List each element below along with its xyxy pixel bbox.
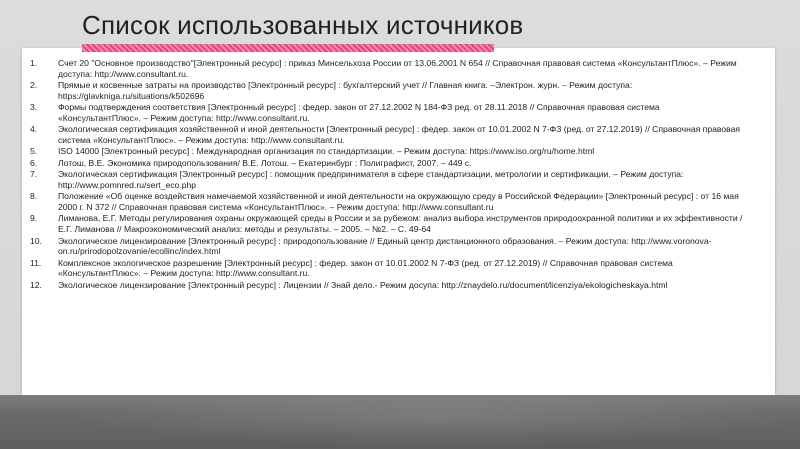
reference-text: Прямые и косвенные затраты на производство [Электронный ресурс] : бухгалтерский учет // Главная книга. –Электрон. журн. – Режим доступа: https://glavkniga.ru/situations/k502696 (58, 80, 633, 101)
reference-text: Лиманова, Е.Г. Методы регулирования охраны окружающей среды в России и за рубежом: анализ выбора инструментов природоохранной политики и их эффективности / Е.Г. Лиманова // Макроэкономический анализ: методы и результаты. – 2005. – №2. – С. 49-64 (58, 213, 743, 235)
reference-item (30, 158, 745, 169)
reference-item (30, 58, 745, 79)
reference-text: Комплексное экологическое разрешение [Электронный ресурс] : федер. закон от 10.01.2002 N 7-ФЗ (ред. от 27.12.2019) // Справочная правовая система «КонсультантПлюс». – Режим доступа: http://www.consultant.ru. (58, 257, 673, 279)
title-accent-bar (82, 44, 494, 52)
reference-number: 9. (30, 213, 38, 224)
reference-item (30, 191, 745, 212)
reference-item (30, 258, 745, 279)
reference-number: 4. (30, 124, 38, 135)
reference-number: 1. (30, 58, 38, 68)
reference-text: Формы подтверждения соответствия [Электронный ресурс] : федер. закон от 27.12.2002 N 184-ФЗ ред. от 28.11.2018 // Справочная правовая система «КонсультантПлюс». – Режим доступа: http://www.consultant.ru. (58, 102, 660, 123)
reference-item (30, 124, 745, 145)
slide-title: Список использованных источников (82, 10, 524, 40)
reference-number: 10. (30, 235, 42, 246)
reference-text: Лотош, В.Е. Экономика природопользования/ В.Е. Лотош. – Екатеринбург : Полиграфист, 2007. – 449 с. (58, 157, 472, 168)
reference-item (30, 236, 745, 257)
reference-item (30, 280, 745, 291)
reference-text: Экологическая сертификация [Электронный ресурс] : помощник предпринимателя в сфере стандартизации, метрологии и сертификации. – Режим доступа: http://www.pomnred.ru/sert_eco.php (58, 169, 684, 190)
reference-number: 5. (30, 146, 38, 157)
reference-list (30, 58, 745, 291)
reference-number: 7. (30, 169, 38, 180)
reference-number: 12. (30, 279, 42, 290)
reference-number: 3. (30, 102, 38, 113)
reference-text: Положение «Об оценке воздействия намечаемой хозяйственной и иной деятельности на окружающую среду в Российской Федерации» [Электронный ресурс] : от 16 мая 2000 г. N 372 // Справочная правовая система «КонсультантПлюс». – Режим доступа: http://www.consultant.ru (58, 191, 739, 212)
reference-text: Экологическая сертификация хозяйственной и иной деятельности [Электронный ресурс] : федер. закон от 10.01.2002 N 7-ФЗ (ред. от 27.12.2019) // Справочная правовая система «КонсультантПлюс». – Режим доступа: http://www.consultant.ru. (58, 124, 741, 145)
reference-text: Счет 20 "Основное производство"[Электронный ресурс] : приказ Минсельхоза России от 13.06.2001 N 654 // Справочная правовая система «КонсультантПлюс». – Режим доступа: http://www.consultant.ru. (58, 58, 737, 79)
reference-number: 2. (30, 80, 38, 91)
reference-number: 6. (30, 157, 38, 168)
reference-item (30, 80, 745, 101)
floor-highlight (0, 395, 800, 449)
reference-number: 11. (30, 257, 42, 268)
reference-item (30, 102, 745, 123)
reference-number: 8. (30, 191, 38, 202)
reference-text: Экологическое лицензирование [Электронный ресурс] : природопользование // Единый центр дистанционного образования. – Режим доступа: http://www.voronova-on.ru/prirodopolzovanie/ecollinc/index.html (58, 235, 712, 257)
reference-text: Экологическое лицензирование [Электронный ресурс] : Лицензии // Знай дело.- Режим досупа: http://znaydelo.ru/document/licenziya/ekologicheskaya.html (58, 279, 668, 290)
reference-item (30, 146, 745, 157)
reference-text: ISO 14000 [Электронный ресурс] : Международная организация по стандартизации. – Режим доступа: https://www.iso.org/ru/home.html (58, 146, 595, 157)
reference-item (30, 213, 745, 234)
reference-item (30, 169, 745, 190)
